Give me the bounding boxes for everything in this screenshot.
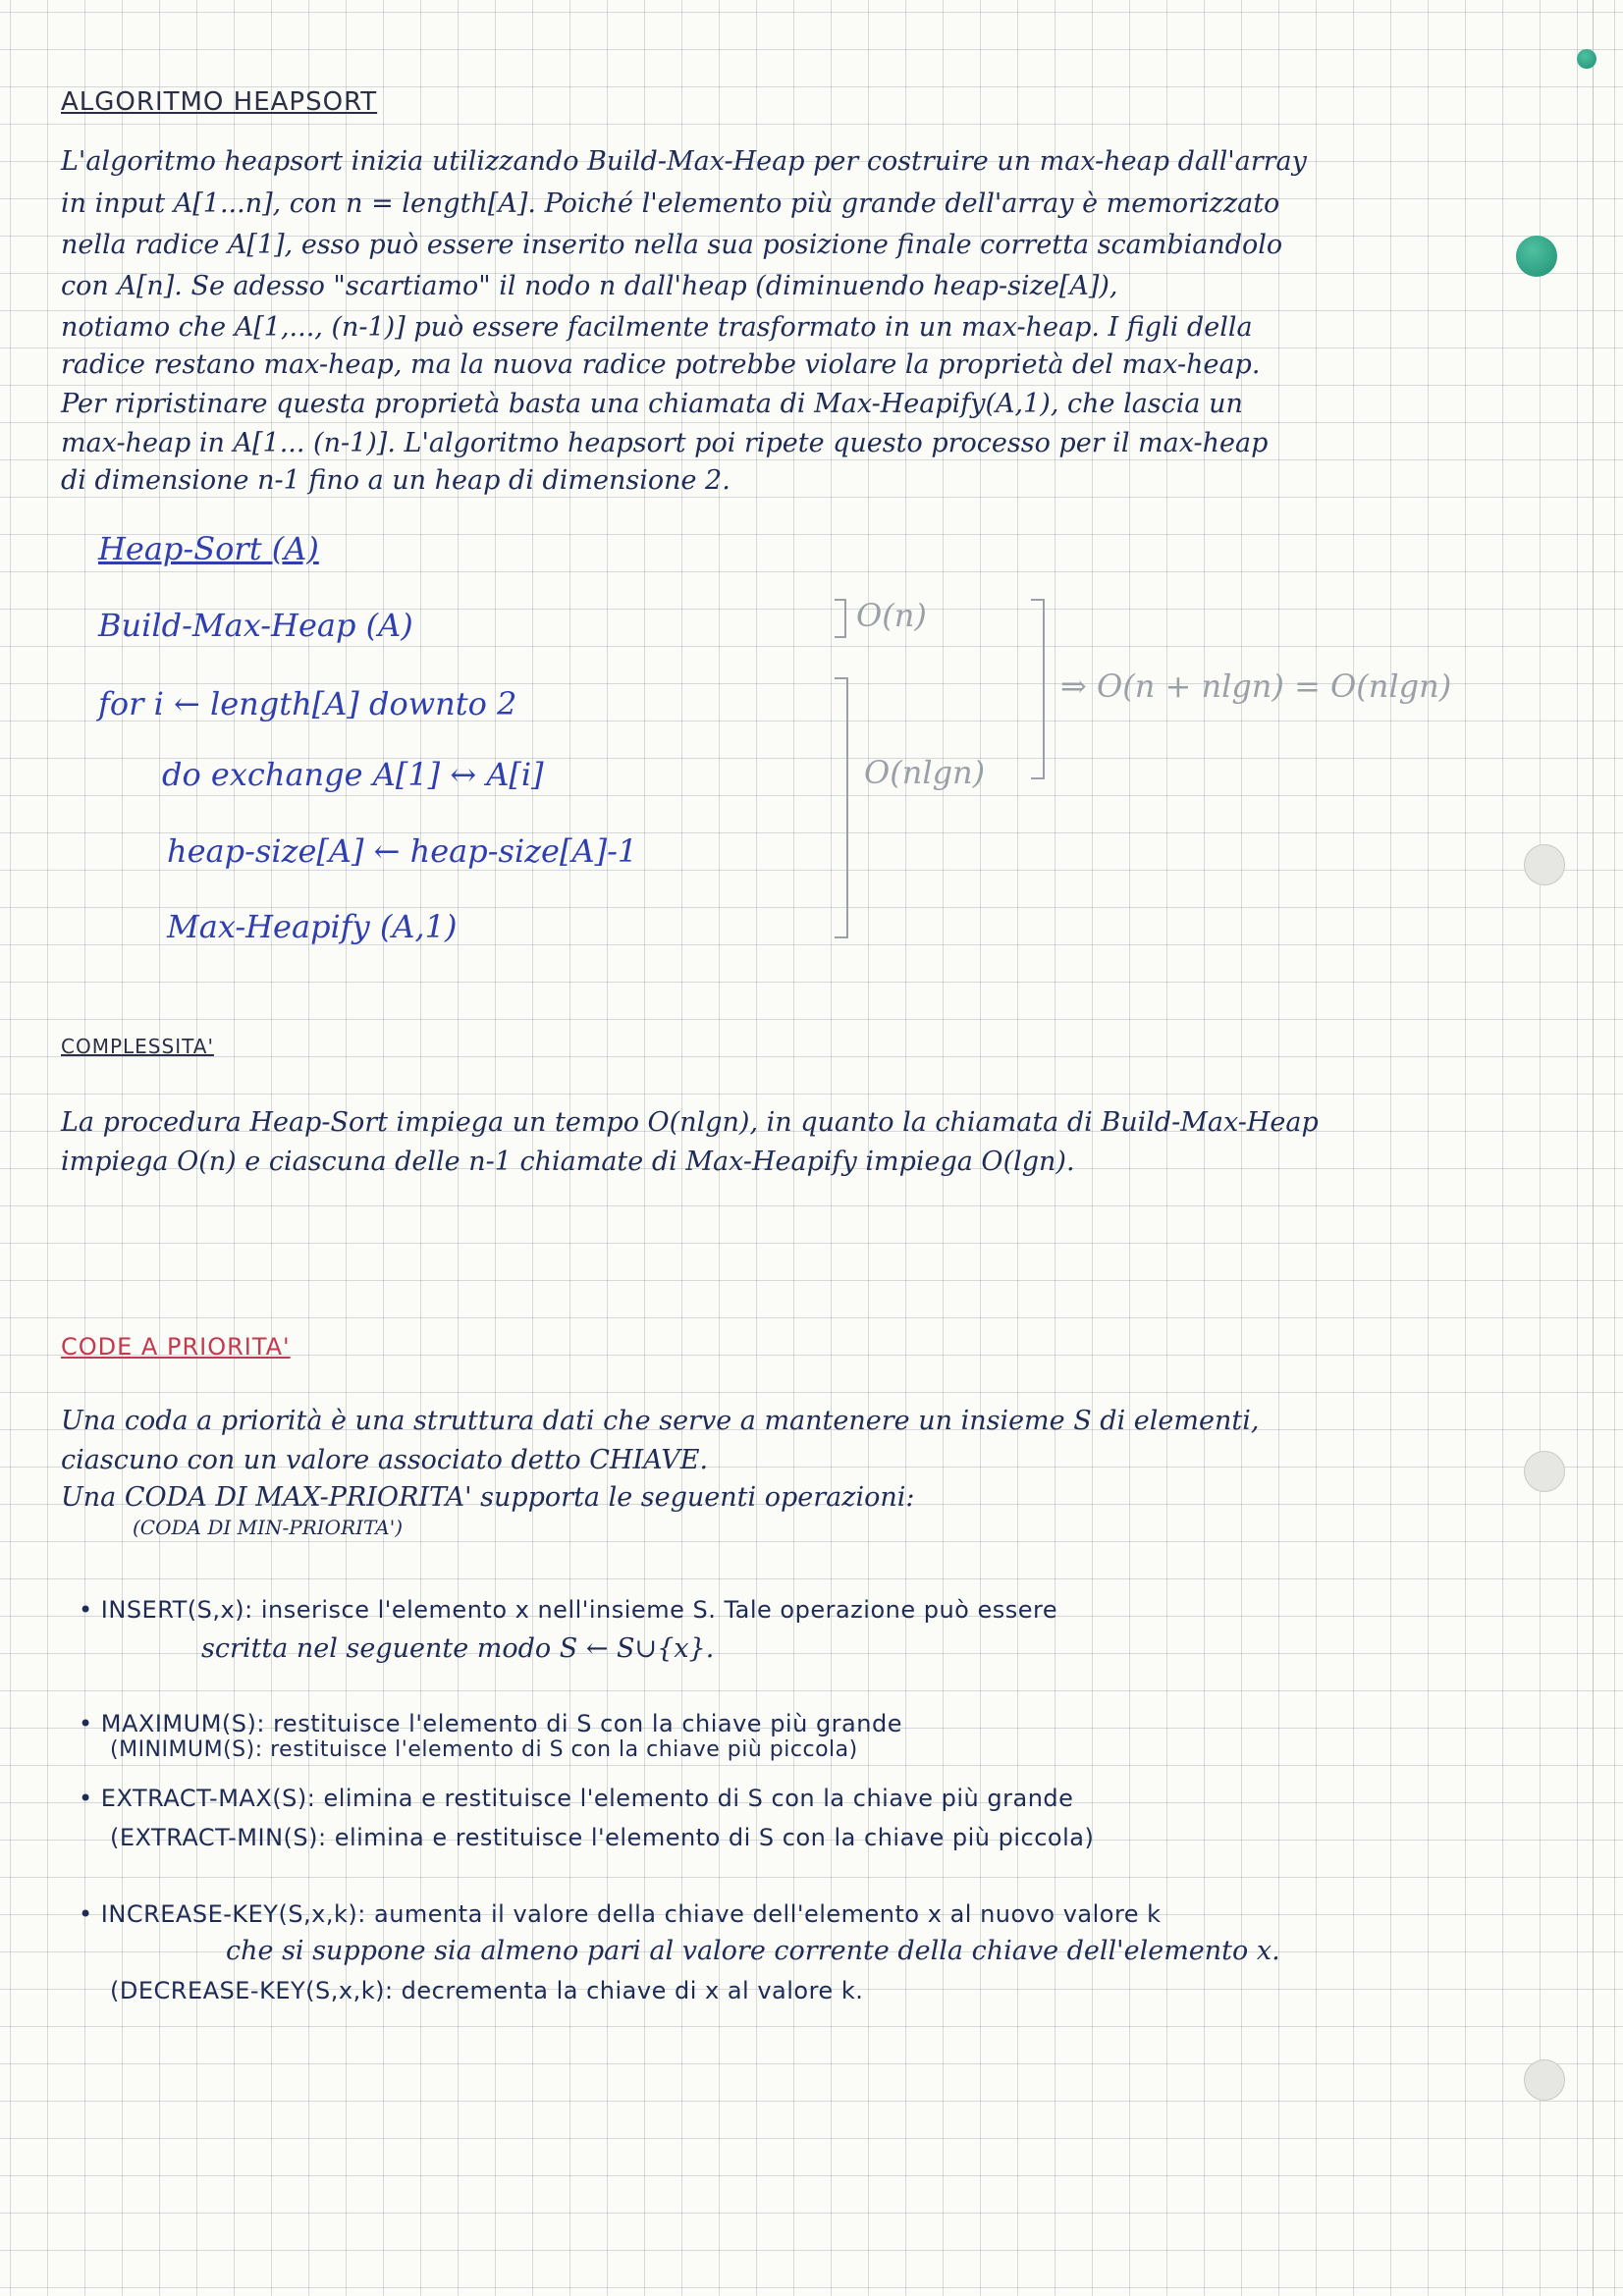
- heapsort-line-4: con A[n]. Se adesso "scartiamo" il nodo n dall'heap (diminuendo heap-size[A]),: [61, 271, 1118, 301]
- binder-hole-2: [1524, 1451, 1565, 1492]
- page-margin-line: [1593, 0, 1594, 2296]
- heapsort-line-5: notiamo che A[1,..., (n-1)] può essere facilmente trasformato in un max-heap. I figli della: [61, 312, 1253, 343]
- pseudocode-header: Heap-Sort (A): [98, 530, 319, 567]
- binder-dot-green: [1516, 236, 1557, 277]
- op-insert-sub: scritta nel seguente modo S ← S∪{x}.: [201, 1633, 715, 1664]
- pseudocode-exchange: do exchange A[1] ↔ A[i]: [162, 756, 544, 793]
- heapsort-line-3: nella radice A[1], esso può essere inserito nella sua posizione finale corretta scambiandolo: [61, 230, 1283, 260]
- op-minimum: (MINIMUM(S): restituisce l'elemento di S con la chiave più piccola): [110, 1737, 858, 1762]
- binder-dot-top: [1577, 49, 1596, 69]
- code-line-2: ciascuno con un valore associato detto CHIAVE.: [61, 1445, 709, 1475]
- code-line-4: (CODA DI MIN-PRIORITA'): [133, 1516, 404, 1539]
- complessita-title: COMPLESSITA': [61, 1035, 214, 1058]
- pseudocode-heapsize: heap-size[A] ← heap-size[A]-1: [167, 832, 638, 870]
- pseudocode-heapify: Max-Heapify (A,1): [167, 908, 458, 945]
- heapsort-line-7: Per ripristinare questa proprietà basta una chiamata di Max-Heapify(A,1), che lascia un: [61, 389, 1243, 419]
- heapsort-line-8: max-heap in A[1... (n-1)]. L'algoritmo heapsort poi ripete questo processo per il max-heap: [61, 428, 1269, 458]
- op-insert: • INSERT(S,x): inserisce l'elemento x nell'insieme S. Tale operazione può essere: [79, 1596, 1058, 1624]
- binder-hole-3: [1524, 2059, 1565, 2101]
- op-extract-max: • EXTRACT-MAX(S): elimina e restituisce l'elemento di S con la chiave più grande: [79, 1785, 1074, 1812]
- code-line-1: Una coda a priorità è una struttura dati che serve a mantenere un insieme S di elementi,: [61, 1406, 1260, 1436]
- heapsort-line-2: in input A[1...n], con n = length[A]. Poiché l'elemento più grande dell'array è memorizzato: [61, 188, 1280, 219]
- cost-bracket-loop: [835, 677, 848, 938]
- pseudocode-build: Build-Max-Heap (A): [98, 607, 413, 644]
- cost-loop: O(nlgn): [864, 754, 986, 791]
- cost-bracket-total: [1031, 599, 1045, 779]
- heapsort-line-1: L'algoritmo heapsort inizia utilizzando Build-Max-Heap per costruire un max-heap dall'array: [61, 146, 1307, 177]
- complessita-line-1: La procedura Heap-Sort impiega un tempo O(nlgn), in quanto la chiamata di Build-Max-Heap: [61, 1107, 1319, 1138]
- binder-hole-1: [1524, 844, 1565, 885]
- heapsort-line-9: di dimensione n-1 fino a un heap di dimensione 2.: [61, 465, 730, 496]
- op-maximum: • MAXIMUM(S): restituisce l'elemento di S con la chiave più grande: [79, 1710, 902, 1737]
- op-increase-key: • INCREASE-KEY(S,x,k): aumenta il valore della chiave dell'elemento x al nuovo valore k: [79, 1900, 1162, 1928]
- code-line-3: Una CODA DI MAX-PRIORITA' supporta le seguenti operazioni:: [61, 1482, 915, 1513]
- heapsort-title: ALGORITMO HEAPSORT: [61, 87, 378, 117]
- op-increase-key-sub: che si suppone sia almeno pari al valore corrente della chiave dell'elemento x.: [226, 1936, 1280, 1966]
- pseudocode-for: for i ← length[A] downto 2: [98, 685, 517, 722]
- cost-build: O(n): [856, 597, 927, 634]
- cost-total: ⇒ O(n + nlgn) = O(nlgn): [1060, 667, 1452, 705]
- code-priorita-title: CODE A PRIORITA': [61, 1333, 291, 1361]
- heapsort-line-6: radice restano max-heap, ma la nuova radice potrebbe violare la proprietà del max-heap.: [61, 349, 1261, 380]
- cost-bracket-build: [835, 599, 846, 638]
- complessita-line-2: impiega O(n) e ciascuna delle n-1 chiamate di Max-Heapify impiega O(lgn).: [61, 1147, 1075, 1177]
- op-extract-min: (EXTRACT-MIN(S): elimina e restituisce l'elemento di S con la chiave più piccola): [110, 1824, 1095, 1851]
- op-decrease-key: (DECREASE-KEY(S,x,k): decrementa la chiave di x al valore k.: [110, 1977, 864, 2004]
